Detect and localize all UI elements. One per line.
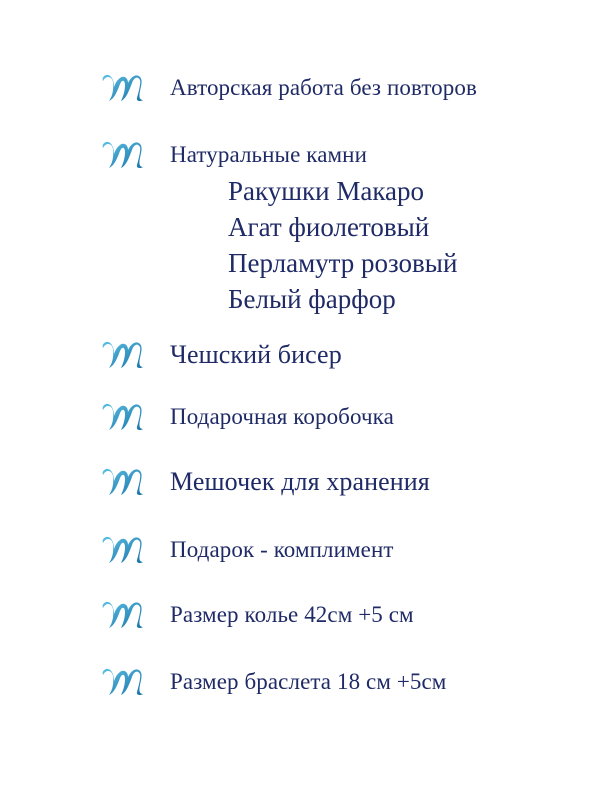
stylized-m-butterfly-icon — [100, 139, 146, 171]
list-item — [0, 397, 600, 437]
list-item — [0, 135, 600, 175]
stone-item: Ракушки Макаро — [228, 176, 425, 206]
stone-item: Перламутр розовый — [228, 248, 458, 278]
list-item — [0, 462, 600, 502]
stylized-m-butterfly-icon — [100, 666, 146, 698]
item-label: Чешский бисер — [170, 340, 342, 369]
list-item — [0, 335, 600, 375]
list-item — [0, 68, 600, 108]
list-item — [0, 662, 600, 702]
stylized-m-butterfly-icon — [100, 534, 146, 566]
item-label: Подарочная коробочка — [170, 404, 394, 429]
stone-item: Белый фарфор — [228, 284, 396, 314]
stone-item: Агат фиолетовый — [228, 212, 430, 242]
item-label: Авторская работа без повторов — [170, 75, 477, 100]
list-item — [0, 595, 600, 635]
item-label: Подарок - комплимент — [170, 537, 394, 562]
item-label: Размер колье 42см +5 см — [170, 602, 414, 627]
item-label: Мешочек для хранения — [170, 467, 430, 496]
item-label: Размер браслета 18 см +5см — [170, 669, 447, 694]
stylized-m-butterfly-icon — [100, 466, 146, 498]
item-label: Натуральные камни — [170, 142, 367, 167]
stylized-m-butterfly-icon — [100, 599, 146, 631]
stylized-m-butterfly-icon — [100, 339, 146, 371]
stylized-m-butterfly-icon — [100, 401, 146, 433]
list-item — [0, 530, 600, 570]
stylized-m-butterfly-icon — [100, 72, 146, 104]
